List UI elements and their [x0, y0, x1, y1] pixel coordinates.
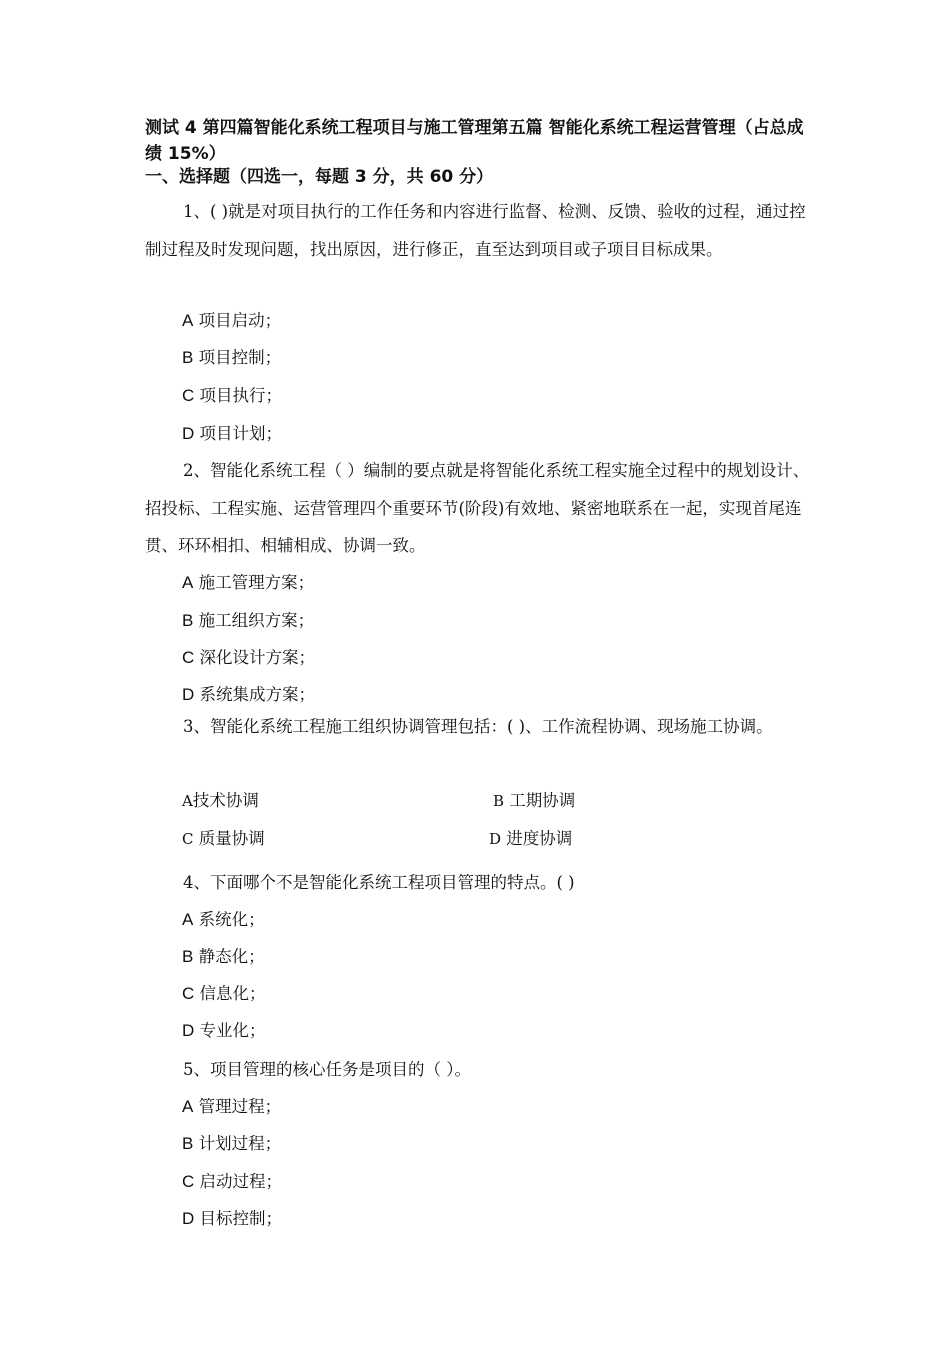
option-text: 目标控制；: [194, 1209, 283, 1228]
option-text: 系统化；: [193, 910, 265, 929]
question-3-option-d[interactable]: [489, 827, 572, 851]
option-letter: A: [182, 792, 193, 810]
option-letter: B: [182, 947, 194, 966]
option-letter: D: [489, 830, 502, 848]
option-text: 深化设计方案；: [194, 648, 316, 667]
question-2-option-d[interactable]: [182, 683, 315, 707]
question-5-option-a[interactable]: [182, 1095, 281, 1119]
option-letter: B: [182, 1134, 194, 1153]
option-letter: D: [182, 1021, 195, 1040]
question-4-option-c[interactable]: [182, 982, 266, 1006]
option-letter: A: [182, 910, 194, 929]
option-text: 项目计划；: [194, 424, 283, 443]
option-letter: C: [182, 1172, 195, 1191]
question-3-stem: 3、智能化系统工程施工组织协调管理包括：( )、工作流程协调、现场施工协调。: [183, 717, 773, 736]
option-text: 技术协调: [192, 791, 259, 810]
option-letter: C: [182, 386, 195, 405]
option-text: 管理过程；: [193, 1097, 282, 1116]
question-3-option-b[interactable]: [493, 789, 575, 813]
option-letter: C: [182, 984, 195, 1003]
option-text: 施工组织方案；: [193, 611, 315, 630]
option-letter: A: [182, 1097, 194, 1116]
question-2-stem: 2、智能化系统工程（ ）编制的要点就是将智能化系统工程实施全过程中的规划设计、招投标、工程实施、运营管理四个重要环节(阶段)有效地、紧密地联系在一起，实现首尾连贯、环环相扣、相辅相成、协调一致。: [145, 461, 810, 555]
option-letter: C: [182, 830, 194, 848]
question-1-option-b[interactable]: [182, 346, 281, 370]
option-text: 专业化；: [194, 1021, 266, 1040]
option-letter: A: [182, 311, 194, 330]
option-letter: D: [182, 424, 195, 443]
section-heading: 一、选择题（四选一，每题 3 分，共 60 分）: [145, 167, 494, 187]
question-3-option-c[interactable]: [182, 827, 265, 851]
option-text: 计划过程；: [193, 1134, 282, 1153]
question-1-option-d[interactable]: [182, 422, 282, 446]
question-4-option-b[interactable]: [182, 945, 265, 969]
question-2-option-c[interactable]: [182, 646, 315, 670]
question-4-option-a[interactable]: [182, 908, 265, 932]
question-5-option-b[interactable]: [182, 1132, 281, 1156]
option-letter: B: [493, 792, 505, 810]
question-5-option-d[interactable]: [182, 1207, 282, 1231]
option-text: 启动过程；: [194, 1172, 283, 1191]
option-letter: C: [182, 648, 195, 667]
option-text: 项目控制；: [193, 348, 282, 367]
option-letter: B: [182, 348, 194, 367]
document-title: 测试 4 第四篇智能化系统工程项目与施工管理第五篇 智能化系统工程运营管理（占总成绩 15%）: [145, 118, 804, 164]
option-text: 静态化；: [193, 947, 265, 966]
question-1-option-c[interactable]: [182, 384, 282, 408]
option-letter: D: [182, 685, 195, 704]
option-text: 施工管理方案；: [193, 573, 315, 592]
option-text: 系统集成方案；: [194, 685, 316, 704]
option-text: 信息化；: [194, 984, 266, 1003]
option-text: 进度协调: [501, 829, 573, 848]
question-5-option-c[interactable]: [182, 1170, 282, 1194]
option-text: 项目启动；: [193, 311, 282, 330]
question-4-stem: 4、下面哪个不是智能化系统工程项目管理的特点。( ): [183, 873, 575, 892]
option-text: 工期协调: [504, 791, 576, 810]
option-text: 质量协调: [193, 829, 265, 848]
question-1-stem: 1、( )就是对项目执行的工作任务和内容进行监督、检测、反馈、验收的过程，通过控制过程及时发现问题，找出原因，进行修正，直至达到项目或子项目目标成果。: [145, 202, 806, 259]
option-letter: A: [182, 573, 194, 592]
question-1-option-a[interactable]: [182, 309, 281, 333]
question-2-option-b[interactable]: [182, 609, 314, 633]
question-5-stem: 5、项目管理的核心任务是项目的（ ）。: [183, 1060, 471, 1079]
question-3-option-a[interactable]: [182, 789, 259, 813]
option-letter: D: [182, 1209, 195, 1228]
option-text: 项目执行；: [194, 386, 283, 405]
question-2-option-a[interactable]: [182, 571, 314, 595]
option-letter: B: [182, 611, 194, 630]
question-4-option-d[interactable]: [182, 1019, 266, 1043]
